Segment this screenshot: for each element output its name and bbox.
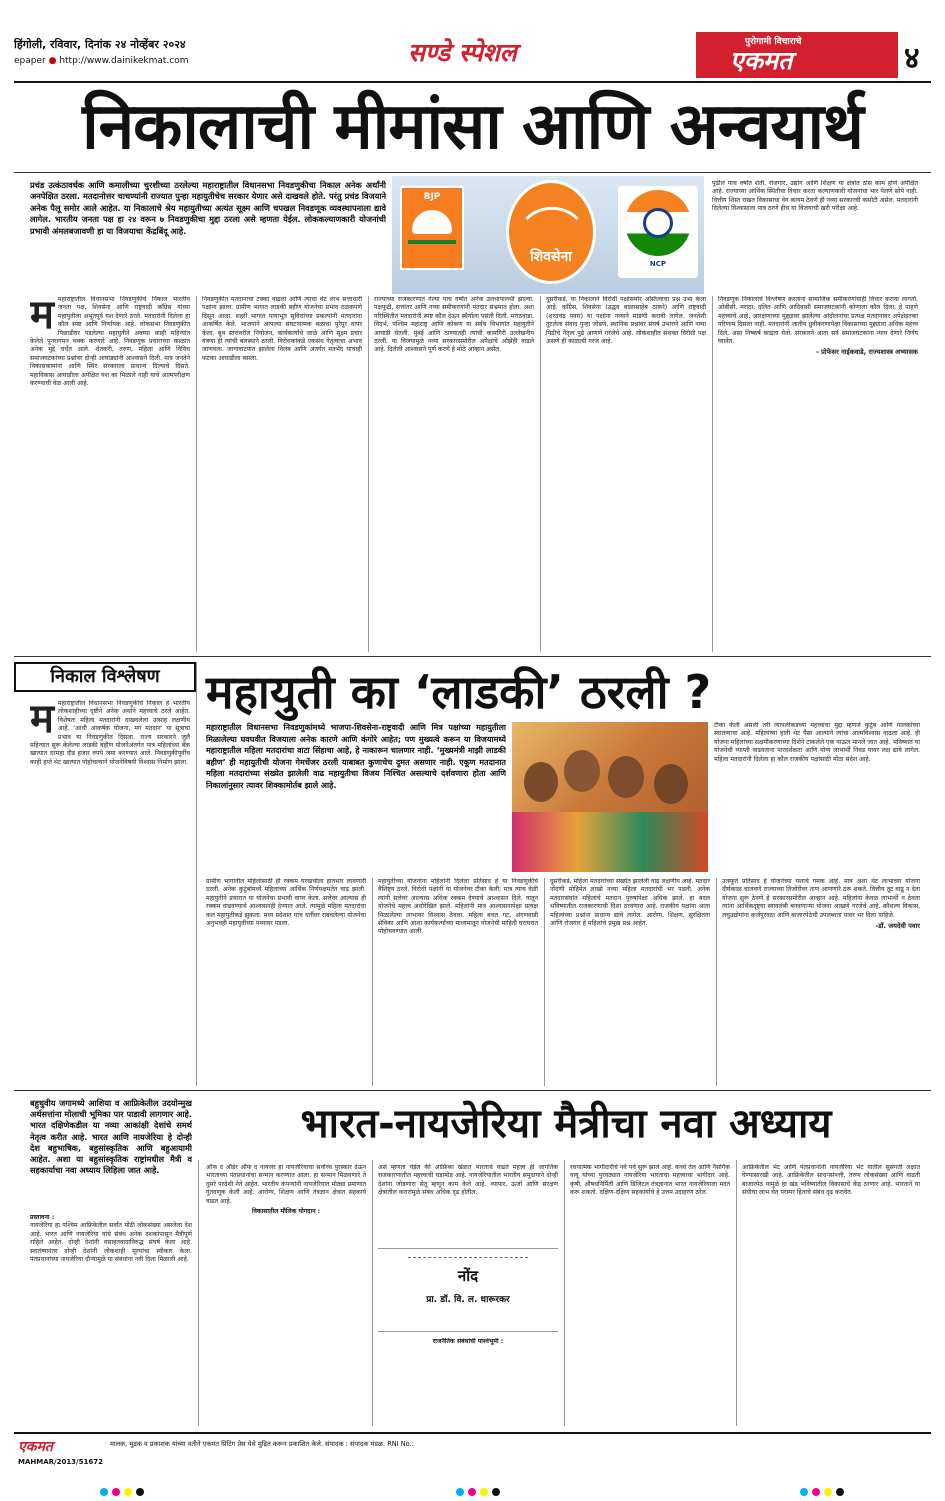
footer-logo: एकमत [18, 1439, 53, 1455]
epaper-url[interactable]: http://www.dainikekmat.com [59, 56, 189, 66]
lead-column-5: निवडणूक निकालांचे विश्लेषण करताना सामाजिक समीकरणांचाही विचार करावा लागतो. ओबीसी, मराठा, दलित आणि आदिवासी समाजघटकांनी कोणाला कौल दिला, हे पाहणे महत्त्वाचे आहे. आरक्षणाच्या मुद्द्यावर झालेल्या आंदोलनांचा प्रत्यक्ष मतदानावर अपेक्षेइतका परिणाम दिसला नाही. मतदारांनी जातीय ध्रुवीकरणापेक्षा विकासाच्या मुद्द्याला अधिक महत्त्व दिले, असा निष्कर्ष काढता येतो. सरकारने आता सर्व समाजघटकांना न्याय देणारे निर्णय घ्यावेत. - प्रोफेसर नाईकवाडे, राज्यशास्त्र अभ्यासक [718, 296, 918, 357]
section-label-development: विकासातील मौलिक योगदान : [251, 1208, 321, 1216]
lead-column-1: ममहाराष्ट्रातील विधानसभा निवडणुकीचे निकाल भारतीय जनता पक्ष, शिवसेना आणि राष्ट्रवादी काँग्रेस यांच्या महायुतीला अभूतपूर्व यश देणारे ठरले. मतदारांनी दिलेला हा कौल स्पष्ट आणि निर्णायक आहे. लोकसभा निवडणुकीत पिछाडीवर पडलेल्या महायुतीने अवघ्या काही महिन्यांत केलेले पुनरागमन थक्क करणारे आहे. निवडणूक प्रचाराच्या काळात अनेक मुद्दे चर्चेत आले. शेतकरी, तरुण, महिला आणि विविध समाजघटकांच्या प्रश्नांवर दोन्ही आघाड्यांनी आश्वासने दिली. मात्र जनतेने विकासकामांना आणि स्थिर सरकारला प्राधान्य दिल्याचे दिसते. महाविकास आघाडीला अपेक्षित यश का मिळाले नाही याचे आत्मपरीक्षण करण्याची वेळ आली आहे. [30, 296, 190, 388]
ncp-logo-text: NCP [649, 260, 667, 268]
bottom-column-4: रचनात्मक भागीदारीचे नवे पर्व सुरू झाले आहे. कच्चे तेल आणि नैसर्गिक वायू यांच्या पुरवठ्यात नायजेरिया भारताचा महत्त्वाचा भागीदार आहे. कृषी, औषधनिर्मिती आणि डिजिटल तंत्रज्ञानात भारत नायजेरियाला मदत करू शकतो. दक्षिण-दक्षिण सहकार्याचे हे उत्तम उदाहरण ठरेल. [570, 1164, 730, 1197]
section-label-diplomacy: राजनैतिक संबंधांची पार्श्वभूमी : [432, 1338, 504, 1345]
epaper-line [14, 56, 188, 66]
supplement-title: सण्डे स्पेशल [408, 38, 517, 67]
note-label: नोंद [457, 1267, 479, 1285]
bottom-column-5: आफ्रिकेतील भेट आणि पंतप्रधानांनी नायजेरिया भेट यातील सुसंगती लक्षात घेण्यासारखी आहे. आफ्रिकेतील साधनसंपत्ती, तरुण लोकसंख्या आणि वाढती बाजारपेठ यामुळे हा खंड भविष्यातील विकासाचे केंद्र ठरणार आहे. भारताने या संधीचा लाभ घेत परस्पर हिताचे संबंध दृढ करावेत. [742, 1164, 920, 1197]
masthead-tag: पुरोगामी विचाराचे [745, 37, 802, 47]
analysis-column-3: महायुतीच्या योजनांना महिलांनी दिलेला प्रतिसाद हे या निवडणुकीचे वैशिष्ट्य ठरले. विरोधी पक्षांनी या योजनेवर टीका केली; मात्र त्याच वेळी त्यांनी सत्तेवर आल्यास अधिक रक्कम देण्याचे आश्वासन दिले. यातून योजनेचे महत्त्व अधोरेखित झाले. महिलांनी मात्र आश्वासनापेक्षा प्रत्यक्ष मिळालेल्या लाभावर विश्वास ठेवला. महिला बचत गट, अंगणवाडी सेविका आणि आशा कार्यकर्त्यांच्या माध्यमातून योजनेची माहिती घराघरात पोहोचवण्यात आली. [378, 878, 538, 936]
analysis-bottom-rule [14, 1090, 931, 1091]
footer-rule [14, 1432, 931, 1434]
lead-column-right-top: पुढील पाच वर्षांत शेती, रोजगार, उद्योग आणि शिक्षण या क्षेत्रांत ठोस काम होणे अपेक्षित आहे. राज्याच्या आर्थिक स्थितीचा विचार करता कल्याणकारी योजनांचा भार पेलणे सोपे नाही. वित्तीय शिस्त राखत विकासाचा वेग कायम ठेवणे ही नव्या सरकारची कसोटी असेल. मतदारांनी दिलेल्या विश्वासाला पात्र ठरणे हीच या विजयाची खरी परीक्षा आहे. [712, 180, 918, 213]
analysis-column-5: उत्स्फूर्त प्रतिसाद हे योजनेच्या यशाचे गमक आहे. मात्र अशा थेट लाभाच्या योजना दीर्घकाळ चालवणे राज्याच्या तिजोरीवर ताण आणणारे ठरू शकते. वित्तीय तूट वाढू न देता योजना सुरू ठेवणे हे सरकारसमोरील आव्हान आहे. महिलांना केवळ लाभार्थी न ठेवता त्यांना आर्थिकदृष्ट्या स्वावलंबी बनवणाऱ्या योजना आखणे गरजेचे आहे. कौशल्य विकास, लघुउद्योगांना कर्जपुरवठा आणि बाजारपेठेची उपलब्धता यावर भर दिला पाहिजे. -डॉ. जयदेवी पवार [722, 878, 920, 931]
analysis-column-2: ग्रामीण भागातील महिलांसाठी ही रक्कम घरखर्चाला हातभार लावणारी ठरली. अनेक कुटुंबांमध्ये महिलांच्या आर्थिक निर्णयक्षमतेत वाढ झाली. महायुतीने प्रचारात या योजनेचा प्रभावी वापर केला. सत्तेवर आल्यास ही रक्कम वाढवण्याचे आश्वासनही देण्यात आले. त्यामुळे महिला मतदारांचा कल महायुतीकडे झुकला. मध्य प्रदेशात याच धर्तीवर राबवलेल्या योजनेचा अनुभवही महायुतीच्या पथ्यावर पडला. [206, 878, 366, 928]
lotus-icon [412, 210, 452, 234]
footer-imprint: मालक, मुद्रक व प्रकाशक यांच्या वतीने एकमत प्रिंटिंग प्रेस येथे मुद्रित करून प्रकाशित केले. संपादक : संपादक मंडळ. RNI No.: [110, 1440, 414, 1448]
note-author: प्रा. डॉ. वि. ल. धारूरकर [426, 1295, 510, 1305]
analysis-column-1: ममहाराष्ट्रातील विधानसभा निवडणुकीचे निकाल हे भारतीय लोकशाहीच्या दृष्टीने अनेक अर्थाने महत्त्वाचे ठरले आहेत. विशेषतः महिला मतदारांनी दाखवलेला उत्साह लक्षणीय आहे. ‘आधी आकर्षक योजना, मग मतदान’ या सूत्राचा प्रभाव या निवडणुकीत दिसला. राज्य सरकारने जुलै महिन्यात सुरू केलेल्या लाडकी बहीण योजनेअंतर्गत पात्र महिलांच्या बँक खात्यात दरमहा दीड हजार रुपये जमा करण्यात आले. निवडणुकीपूर्वीच काही हप्ते थेट खात्यात पोहोचल्याने योजनेविषयी विश्वास निर्माण झाला. [30, 700, 190, 766]
analysis-byline: -डॉ. जयदेवी पवार [875, 922, 920, 931]
shivsena-logo [506, 180, 596, 284]
women-photo [512, 722, 708, 872]
lead-column-3: राज्याच्या राजकारणात गेल्या पाच वर्षांत अनेक उलथापालथी झाल्या. पक्षफुटी, सत्तांतर आणि नव्या समीकरणांनी मतदार संभ्रमात होता. अशा परिस्थितीत मतदारांनी स्पष्ट कौल देऊन स्थैर्याला पसंती दिली. मराठवाडा, विदर्भ, पश्चिम महाराष्ट्र आणि कोकण या सर्वच विभागांत महायुतीने आघाडी घेतली. मुंबई आणि ठाण्यातही त्यांची कामगिरी उल्लेखनीय ठरली. या विजयामुळे नव्या सरकारसमोरील अपेक्षांचे ओझेही वाढले आहे. दिलेली आश्वासने पूर्ण करणे हे मोठे आव्हान असेल. [374, 296, 534, 354]
shivsena-logo-text: शिवसेना [530, 249, 572, 265]
bottom-column-1: प्रस्तावना : नायजेरिया हा पश्चिम आफ्रिकेतील सर्वांत मोठी लोकसंख्या असलेला देश आहे. भारत आणि नायजेरिया यांचे संबंध अनेक दशकांपासून मैत्रीपूर्ण राहिले आहेत. दोन्ही देशांनी वसाहतवादाविरुद्ध संघर्ष केला आहे. स्वातंत्र्यानंतर दोन्ही देशांनी लोकशाही मूल्यांचा स्वीकार केला. पंतप्रधानांच्या नायजेरिया दौऱ्यामुळे या संबंधांना नवी दिशा मिळाली आहे. [30, 1214, 192, 1264]
epaper-label: epaper [14, 56, 46, 66]
note-box [378, 1248, 558, 1332]
header-rule [14, 81, 931, 83]
note-ornament [408, 1257, 528, 1258]
bottom-intro: बहुधुवीय जगामध्ये आशिया व आफ्रिकेतील उदयोन्मुख अर्थसत्तांना मोलाची भूमिका पार पाडावी लागणार आहे. भारत दक्षिणेकडील या नव्या आकांक्षी देशांचे समर्थ नेतृत्व करीत आहे. भारत आणि नायजेरिया हे दोन्ही देश बहुभाषिक, बहुसांस्कृतिक आणि बहुआयामी आहेत. अशा या बहुसांस्कृतिक राष्ट्रांमधील मैत्री व सहकार्याचा नवा अध्याय लिहिला जात आहे. [30, 1098, 192, 1176]
bottom-headline: भारत-नायजेरिया मैत्रीचा नवा अध्याय [300, 1101, 832, 1147]
bottom-column-3b [378, 1338, 558, 1426]
masthead-logo: एकमत [730, 46, 793, 75]
analysis-intro: महाराष्ट्रातील विधानसभा निवडणुकांमध्ये भाजपा-शिवसेना-राष्ट्रवादी आणि मित्र पक्षांच्या महायुतीला मिळालेल्या घवघवीत विजयाला अनेक कारणे आणि कंगोरे आहेत; पण मुख्यत्वे करून या विजयामध्ये महाराष्ट्रातील महिला मतदारांचा वाटा सिंहाचा आहे, हे नाकारून चालणार नाही. ‘मुख्यमंत्री माझी लाडकी बहीण’ ही महायुतीची योजना गेमचेंजर ठरली याबाबत कुणाचेच दुमत असणार नाही. एकूण मतदानात महिला मतदारांच्या संख्येत झालेली वाढ महायुतीचा विजय निश्चित असल्याचे दर्शवणारा होता आणि निकालांनुसार त्यावर शिक्कामोर्तब झाले आहे. [206, 723, 506, 790]
lead-intro: प्रचंड उत्कंठावर्धक आणि कमालीच्या चुरशीच्या ठरलेल्या महाराष्ट्रातील विधानसभा निवडणुकीचा निकाल अनेक अर्थांनी अनपेक्षित ठरला. मतदानोत्तर चाचण्यांनी राज्यात पुन्हा महायुतीचेच सरकार येणार असे दाखवले होते. परंतु प्रचंड विजयाने अनेक पैलू समोर आले आहेत. या निकालाचे श्रेय महायुतीच्या अत्यंत सूक्ष्म आणि चपखल निवडणूक व्यवस्थापनाला द्यावे लागेल. भारतीय जनता पक्ष हा २४ वरून ७ निवडणुकीचा मुद्दा ठरला असे म्हणता येईल. लोककल्याणकारी योजनांची प्रभावी अंमलबजावणी हा या विजयाचा केंद्रबिंदू आहे. [30, 180, 386, 236]
section-label-intro: प्रस्तावना : [30, 1214, 55, 1221]
person-icon [608, 756, 644, 798]
lead-column-2: निवडणुकीत मतदानाचा टक्का वाढला आणि त्याचा थेट लाभ सत्ताधारी पक्षांना झाला. ग्रामीण भागात लाडकी बहीण योजनेचा प्रभाव ठळकपणे दिसून आला. शहरी भागात पायाभूत सुविधांच्या प्रकल्पांनी मतदारांना आकर्षित केले. भाजपाने आपल्या संघटनात्मक बळाचा पुरेपूर वापर केला. बूथ स्तरावरील नियोजन, कार्यकर्त्यांचे जाळे आणि सूक्ष्म प्रचार यंत्रणा ही त्यांची बलस्थाने ठरली. विरोधकांकडे एकसंध नेतृत्वाचा अभाव जाणवला. जागावाटपात झालेला विलंब आणि अंतर्गत मतभेद याचाही फटका आघाडीला बसला. [202, 296, 362, 362]
bjp-logo [400, 186, 464, 270]
footer-reg-no: MAHMAR/2013/51672 [18, 1458, 103, 1466]
analysis-column-4: दुसरीकडे, महिला मतदारांच्या संख्येत झालेली वाढ लक्षणीय आहे. मतदार नोंदणी मोहिमेत लाखो नव्या महिला मतदारांची भर पडली. अनेक मतदारसंघांत महिलांचे मतदान पुरुषांपेक्षा अधिक झाले. हा बदल भविष्यातील राजकारणाची दिशा ठरवणारा आहे. राजकीय पक्षांना आता महिलांच्या प्रश्नांना प्राधान्य द्यावे लागेल. आरोग्य, शिक्षण, सुरक्षितता आणि रोजगार हे महिलांचे प्रमुख प्रश्न आहेत. [550, 878, 710, 928]
globe-icon: ● [48, 56, 57, 66]
party-logos-panel [392, 176, 704, 294]
registration-marks [0, 1488, 945, 1498]
dateline: हिंगोली, रविवार, दिनांक २४ नोव्हेंबर २०२४ [14, 38, 186, 51]
lead-bottom-rule [14, 656, 931, 657]
lead-headline: निकालाची मीमांसा आणि अन्वयार्थ [82, 90, 863, 164]
ncp-logo [618, 186, 698, 278]
bottom-column-3: असे म्हणता येईल की आफ्रिका खंडात भारताचे वाढते महत्त्व ही जागतिक राजकारणातील महत्त्वाची घडामोड आहे. नायजेरियातील भारतीय समुदायाने दोन्ही देशांना जोडणारा सेतू म्हणून काम केले आहे. व्यापार, ऊर्जा आणि संरक्षण क्षेत्रातील करारांमुळे संबंध अधिक दृढ होतील. [378, 1164, 558, 1197]
lead-headline-rule [14, 172, 931, 173]
lead-column-4: दुसरीकडे, या निकालाने विरोधी पक्षांसमोर अस्तित्वाचा प्रश्न उभा केला आहे. काँग्रेस, शिवसेना (उद्धव बाळासाहेब ठाकरे) आणि राष्ट्रवादी (शरदचंद्र पवार) या पक्षांना नव्याने मांडणी करावी लागेल. जनतेशी तुटलेला संवाद पुन्हा जोडणे, स्थानिक प्रश्नांवर संघर्ष उभारणे आणि नव्या पिढीचे नेतृत्व पुढे आणणे गरजेचे आहे. लोकशाहीत सशक्त विरोधी पक्ष असणे ही काळाची गरज आहे. [546, 296, 706, 346]
person-icon [654, 764, 688, 804]
person-icon [564, 750, 600, 792]
bottom-column-2: ऑफ द ऑर्डर ऑफ द नायजर हा नायजेरियाचा सर्वोच्च पुरस्कार देऊन भारताच्या पंतप्रधानांचा सन्मान करण्यात आला. हा सन्मान मिळवणारे ते दुसरे परदेशी नेते आहेत. भारतीय कंपन्यांनी नायजेरियात मोठ्या प्रमाणात गुंतवणूक केली आहे. आरोग्य, शिक्षण आणि तंत्रज्ञान क्षेत्रात सहकार्य वाढत आहे. विकासातील मौलिक योगदान : [206, 1164, 366, 1216]
clock-icon [643, 208, 673, 238]
analysis-kicker: निकाल विश्लेषण [14, 662, 196, 692]
person-icon [524, 762, 558, 802]
analysis-headline: महायुती का ‘लाडकी’ ठरली ? [206, 665, 712, 719]
lead-byline: - प्रोफेसर नाईकवाडे, राज्यशास्त्र अभ्यासक [816, 348, 918, 357]
page-number: ४ [904, 41, 920, 76]
analysis-column-right-top: टीका केली असली तरी त्यापलीकडच्या महत्त्वाचा मुद्दा म्हणजे कुटुंब आणि पालकांच्या स्वातंत्र्याचा आहे. महिलांच्या हाती थेट पैसा आल्याने त्यांचा आत्मविश्वास वाढला आहे. ही योजना महिलांच्या सक्षमीकरणाच्या दिशेने टाकलेले एक पाऊल मानले जात आहे. भविष्यात या योजनेची व्याप्ती वाढवताना पारदर्शकता आणि योग्य लाभार्थी निवड यावर लक्ष द्यावे लागेल. महिला मतदारांनी दिलेला हा कौल राजकीय पक्षांसाठी मोठा संदेश आहे. [714, 722, 920, 763]
bjp-logo-text: BJP [423, 192, 441, 202]
bow-arrow-icon [525, 191, 579, 245]
